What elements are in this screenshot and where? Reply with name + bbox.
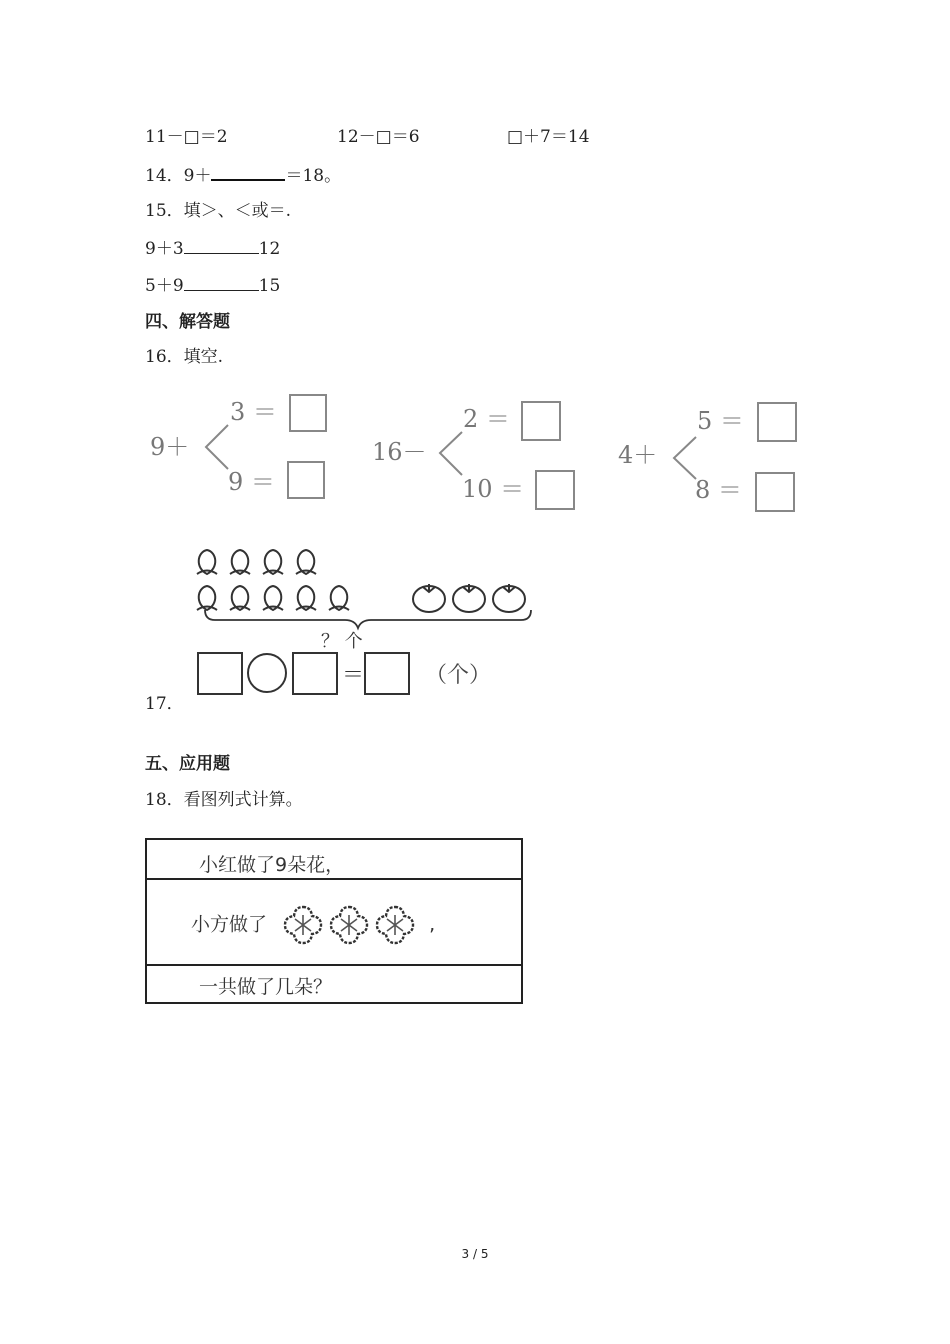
q16-g3-branch xyxy=(674,437,696,479)
q18-row-3: 一共做了几朵？ xyxy=(199,976,333,998)
q15-row1-left: 9＋3 xyxy=(145,239,184,259)
q18-row-2-text: 小方做了 xyxy=(191,913,268,936)
q16-g1-top-box[interactable] xyxy=(290,395,326,431)
q18-divider-2 xyxy=(147,964,521,966)
q15-title: 15．填＞、＜或＝. xyxy=(145,201,292,221)
q16-g3-top-box[interactable] xyxy=(758,403,796,441)
q15-row-1 xyxy=(145,237,280,260)
q17-number: 17． xyxy=(145,694,184,714)
q16-g1-bottom-box[interactable] xyxy=(288,462,324,498)
q16-g1-bottom: 9 ＝ xyxy=(228,468,275,496)
peach-icon xyxy=(197,586,217,610)
q13-eq-b: 12－□＝6 xyxy=(337,127,420,147)
peach-icon xyxy=(296,550,316,574)
q18-divider-1 xyxy=(147,878,521,880)
curly-brace xyxy=(205,610,531,628)
q18-row-2-end: , xyxy=(429,913,436,936)
q14-blank[interactable] xyxy=(211,163,285,181)
q18-row-2 xyxy=(191,900,565,950)
q14 xyxy=(145,163,341,187)
q17-figure xyxy=(195,540,545,700)
q13-eq-a: 11－□＝2 xyxy=(145,127,228,147)
q17-box-1[interactable] xyxy=(198,653,242,694)
tomato-icon xyxy=(413,584,445,612)
q13-eq-c: □＋7＝14 xyxy=(507,127,590,147)
q14-pre: 9＋ xyxy=(183,166,212,186)
q18-title: 18．看图列式计算。 xyxy=(145,790,303,810)
peach-icon xyxy=(263,550,283,574)
q13-equation-row xyxy=(145,126,645,148)
peach-icon xyxy=(197,550,217,574)
q15-row1-right: 12 xyxy=(258,239,281,259)
q18-figure xyxy=(145,838,523,1004)
q17-equals: ＝ xyxy=(342,663,365,688)
q15-row2-blank[interactable] xyxy=(184,274,259,291)
q17-unit: （个） xyxy=(425,663,492,688)
q15-row1-blank[interactable] xyxy=(184,237,259,254)
peach-icon xyxy=(296,586,316,610)
q16-g3-bottom-box[interactable] xyxy=(756,473,794,511)
flower-icon xyxy=(377,907,413,943)
q17-operator-circle[interactable] xyxy=(248,654,286,692)
tomato-icon xyxy=(453,584,485,612)
q15-row2-left: 5＋9 xyxy=(145,276,184,296)
q16-g2-branch xyxy=(440,432,462,475)
q16-g2-bottom-box[interactable] xyxy=(536,471,574,509)
q14-number: 14． xyxy=(145,166,184,186)
page-number: 3 / 5 xyxy=(461,1247,489,1261)
q16-g2-top-box[interactable] xyxy=(522,402,560,440)
q17-question-label: ？ 个 xyxy=(321,631,363,652)
q16-g2-top: 2 ＝ xyxy=(463,405,510,433)
section-5-heading: 五、应用题 xyxy=(145,754,230,774)
peach-icon xyxy=(230,550,250,574)
q17-box-2[interactable] xyxy=(293,653,337,694)
q16-g2-bottom: 10 ＝ xyxy=(462,475,525,503)
q17-box-3[interactable] xyxy=(365,653,409,694)
tomato-icon xyxy=(493,584,525,612)
q14-post: ＝18。 xyxy=(285,166,342,186)
flower-icon xyxy=(285,907,321,943)
peach-icon xyxy=(263,586,283,610)
peach-icon xyxy=(329,586,349,610)
q16-g3-top: 5 ＝ xyxy=(697,407,744,435)
q16-g1-top: 3 ＝ xyxy=(230,398,277,426)
flower-icon xyxy=(331,907,367,943)
q16-g2-base: 16－ xyxy=(372,438,427,466)
q16-g3-bottom: 8 ＝ xyxy=(695,476,742,504)
q16-g3-base: 4＋ xyxy=(618,441,658,469)
q18-row-1: 小红做了9朵花， xyxy=(199,854,345,876)
q16-g1-base: 9＋ xyxy=(150,433,190,461)
section-4-heading: 四、解答题 xyxy=(145,312,230,332)
q15-row-2 xyxy=(145,274,280,297)
q16-title: 16．填空. xyxy=(145,347,224,367)
q16-g1-branch xyxy=(206,425,228,469)
q15-row2-right: 15 xyxy=(258,276,281,296)
flower-group xyxy=(279,900,429,950)
peach-icon xyxy=(230,586,250,610)
q16-figure xyxy=(140,385,820,520)
